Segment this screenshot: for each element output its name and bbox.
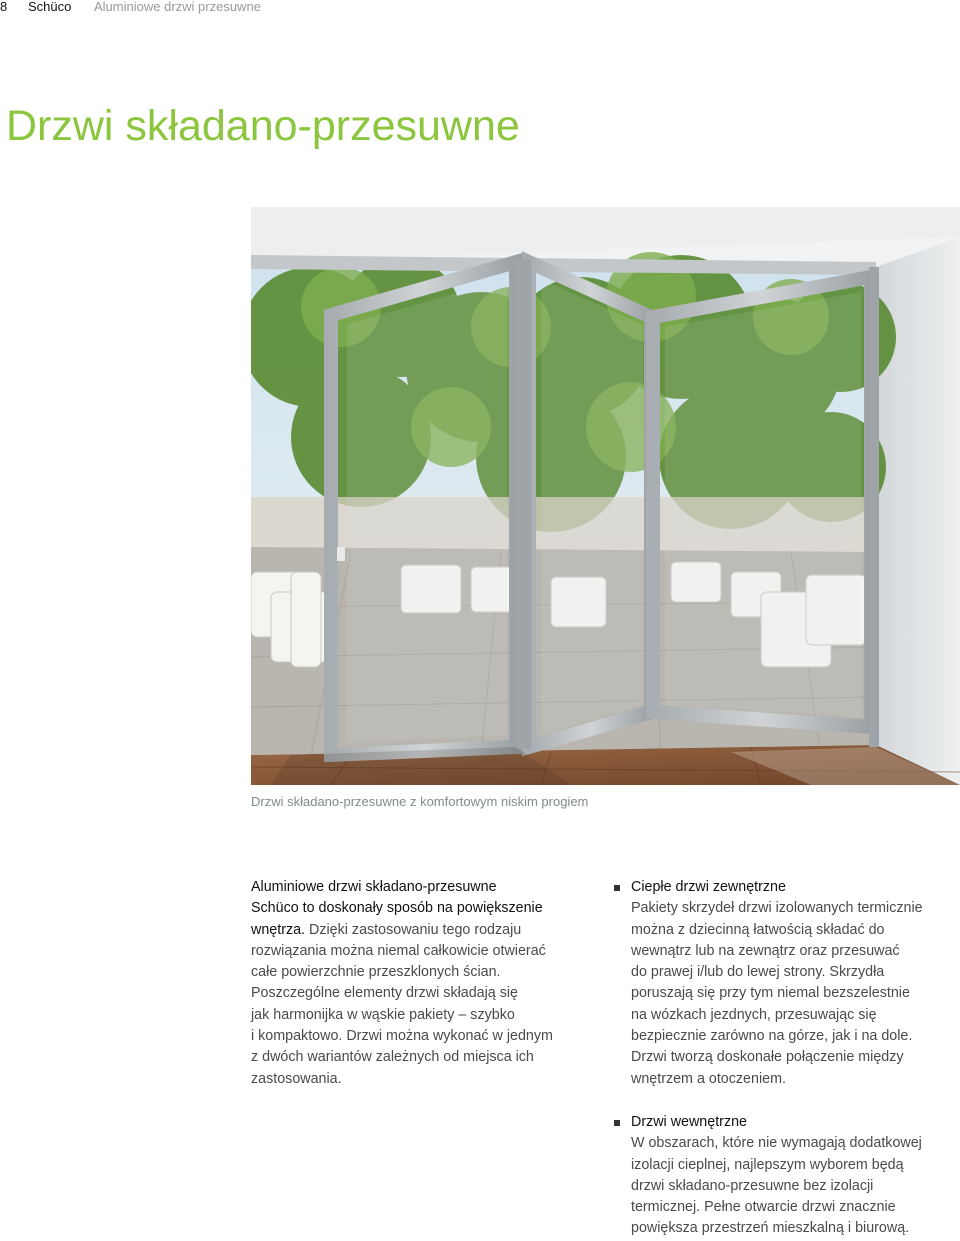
bullet-line: Pakiety skrzydeł drzwi izolowanych termicznie [631, 900, 923, 917]
brand-name: Schüco [28, 0, 72, 14]
bullet-line: drzwi składano-przesuwne bez izolacji [631, 1177, 874, 1194]
folding-door-photo [251, 207, 960, 785]
intro-body-line: rozwiązania można niemal całkowicie otwierać [251, 942, 546, 959]
section-title: Aluminiowe drzwi przesuwne [94, 0, 261, 14]
intro-body-line: zastosowania. [251, 1070, 342, 1087]
bullet-line: na wózkach jezdnych, przesuwając się [631, 1006, 877, 1023]
bullet-line: poruszają się przy tym niemal bezszelestnie [631, 985, 910, 1002]
intro-body-line: Poszczególne elementy drzwi składają się [251, 985, 519, 1002]
intro-heading-line: Aluminiowe drzwi składano-przesuwne [251, 879, 497, 895]
intro-paragraph [251, 877, 601, 1090]
page-title: Drzwi składano-przesuwne [6, 102, 520, 150]
intro-heading-end: wnętrza. [251, 921, 306, 938]
intro-body-start: Dzięki zastosowaniu tego rodzaju [309, 921, 522, 938]
bullet-title: Drzwi wewnętrzne [631, 1114, 747, 1130]
bullet-line: do prawej i/lub do lewej strony. Skrzydła [631, 964, 885, 981]
bullet-line: można z dziecinną łatwością składać do [631, 921, 885, 938]
bullet-line: termicznej. Pełne otwarcie drzwi znacznie [631, 1199, 896, 1216]
photo-caption: Drzwi składano-przesuwne z komfortowym niskim progiem [251, 794, 589, 809]
bullet-line: W obszarach, które nie wymagają dodatkowej [631, 1135, 922, 1152]
bullet-square-icon [614, 885, 620, 891]
intro-body-line: całe powierzchnie przeszklonych ścian. [251, 964, 501, 981]
bullet-line: izolacji cieplnej, najlepszym wyborem będą [631, 1156, 904, 1173]
bullet-line: powiększa przestrzeń mieszkalną i biurową. [631, 1220, 910, 1237]
bullet-line: Drzwi tworzą doskonałe połączenie między [631, 1049, 904, 1066]
bullet-square-icon [614, 1120, 620, 1126]
page-number: 8 [0, 0, 8, 14]
bullet-line: wewnątrz lub na zewnątrz oraz przesuwać [631, 942, 900, 959]
intro-body-line: z dwóch wariantów zależnych od miejsca ich [251, 1049, 534, 1066]
bullet-line: wnętrzem a otoczeniem. [631, 1070, 786, 1087]
intro-heading-line [251, 920, 601, 941]
intro-body-line: i kompaktowo. Drzwi można wykonać w jednym [251, 1028, 553, 1045]
intro-heading-line: Schüco to doskonały sposób na powiększenie [251, 900, 543, 917]
intro-body-line: jak harmonijka w wąskie pakiety – szybko [251, 1006, 515, 1023]
bullet-title: Ciepłe drzwi zewnętrzne [631, 879, 786, 895]
bullet-line: bezpiecznie zarówno na górze, jak i na dole. [631, 1028, 913, 1045]
